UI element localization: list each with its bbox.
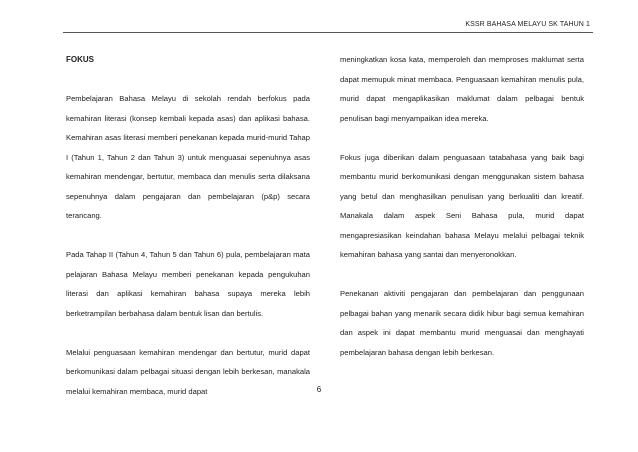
page-number: 6 [316, 385, 322, 394]
left-paragraph-3: Melalui penguasaan kemahiran mendengar dan bertutur, murid dapat berkomunikasi dalam pelbagai situasi dengan lebih berkesan, manakala melalui kemahiran membaca, murid dapat [66, 347, 310, 396]
left-column [66, 50, 310, 421]
left-paragraph-1: Pembelajaran Bahasa Melayu di sekolah rendah berfokus pada kemahiran literasi (konsep kembali kepada asas) dan aplikasi bahasa. Kemahiran asas literasi memberi penekanan kepada murid-murid Tahap I (Tahun 1, Tahun 2 dan Tahun 3) untuk menguasai sepenuhnya asas kemahiran mendengar, bertutur, membaca dan menulis serta dilaksana sepenuhnya dalam pengajaran dan pembelajaran (p&p) secara terancang. [66, 94, 310, 220]
right-paragraph-1: meningkatkan kosa kata, memperoleh dan memproses maklumat serta dapat memupuk minat membaca. Penguasaan kemahiran menulis pula, murid dapat mengaplikasikan maklumat dalam pelbagai bentuk penulisan bagi menyampaikan idea mereka. [340, 55, 584, 123]
right-paragraph-2: Fokus juga diberikan dalam penguasaan tatabahasa yang baik bagi membantu murid berkomunikasi dengan menggunakan sistem bahasa yang betul dan menghasilkan penulisan yang berkualiti dan kreatif. Manakala dalam aspek Seni Bahasa pula, murid dapat mengapresiasikan keindahan bahasa Melayu melalui pelbagai teknik kemahiran bahasa yang santai dan menyeronokkan. [340, 152, 584, 259]
left-paragraph-2: Pada Tahap II (Tahun 4, Tahun 5 dan Tahun 6) pula, pembelajaran mata pelajaran Bahasa Melayu memberi penekanan kepada pengukuhan literasi dan aplikasi kemahiran bahasa supaya mereka lebih berketrampilan berbahasa dalam bentuk lisan dan bertulis. [66, 250, 310, 318]
right-paragraph-3: Penekanan aktiviti pengajaran dan pembelajaran dan penggunaan pelbagai bahan yang menarik secara didik hibur bagi semua kemahiran dan aspek ini dapat membantu murid menguasai dan menghayati pembelajaran bahasa dengan lebih berkesan. [340, 289, 584, 357]
right-column [340, 50, 584, 382]
header-rule [63, 32, 593, 33]
section-heading: FOKUS [66, 55, 94, 64]
running-header-title: KSSR BAHASA MELAYU SK TAHUN 1 [465, 21, 590, 28]
